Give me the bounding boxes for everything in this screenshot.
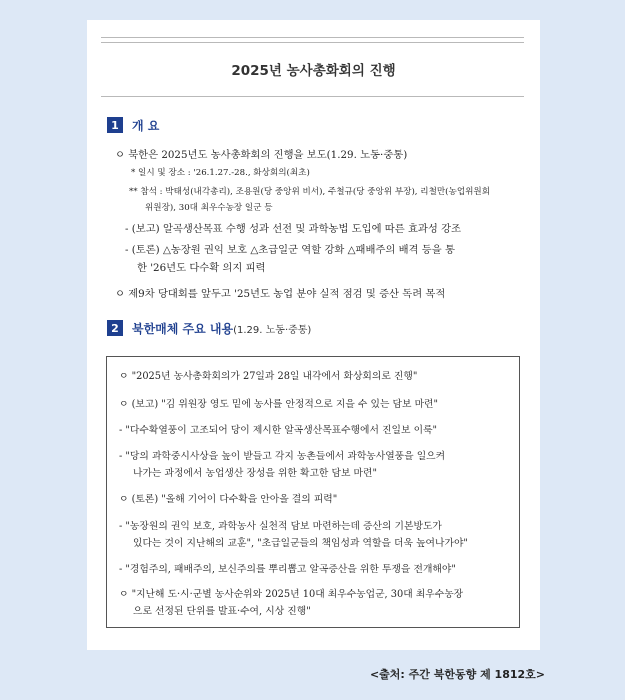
- overview-note-2b: 위원장), 30대 최우수농장 일군 등: [145, 203, 273, 213]
- box-line: 으로 선정된 단위를 발표·수여, 시상 진행": [133, 606, 311, 617]
- overview-item-2: ㅇ 제9차 당대회를 앞두고 '25년도 농업 분야 실적 점검 및 증산 독려 목적: [115, 288, 446, 300]
- box-line: 나가는 과정에서 농업생산 장성을 위한 확고한 담보 마련": [133, 468, 377, 479]
- document-title: 2025년 농사총화회의 진행: [231, 63, 396, 79]
- document-page: [87, 20, 540, 650]
- section-1-number: 1: [107, 117, 123, 133]
- source-citation: <출처: 주간 북한동향 제 1812호>: [369, 668, 545, 681]
- box-line: - "농장원의 권익 보호, 과학농사 실천적 담보 마련하는데 증산의 기본방도가: [119, 521, 442, 532]
- media-content-box: [106, 356, 520, 628]
- box-line: ㅇ "지난해 도·시·군별 농사순위와 2025년 10대 최우수농업군, 30대 최우수농장: [119, 589, 464, 600]
- box-line: ㅇ (토론) "올해 기어이 다수확을 안아올 결의 피력": [119, 494, 338, 505]
- section-2-number: 2: [107, 320, 123, 336]
- overview-note-1: * 일시 및 장소 : '26.1.27.-28., 화상회의(최초): [131, 168, 310, 178]
- section-2-heading: [107, 319, 311, 337]
- section-2-subtitle: (1.29. 노동·중통): [233, 324, 312, 336]
- overview-dash-2b: 한 '26년도 다수확 의지 피력: [137, 262, 266, 274]
- box-line: 있다는 것이 지난해의 교훈", "초급일군들의 책임성과 역할을 더욱 높여나가야": [133, 538, 468, 549]
- box-line: - "경험주의, 패배주의, 보신주의를 뿌리뽑고 알곡증산을 위한 투쟁을 전개해야": [119, 564, 456, 575]
- top-rule-2: [101, 42, 524, 43]
- overview-item-1: ㅇ 북한은 2025년도 농사총화회의 진행을 보도(1.29. 노동·중통): [115, 149, 408, 161]
- title-rule: [101, 96, 524, 97]
- top-rule: [101, 37, 524, 38]
- section-2-title: [132, 320, 311, 337]
- overview-dash-1: - (보고) 알곡생산목표 수행 성과 선전 및 과학농법 도입에 따른 효과성 강조: [125, 223, 461, 235]
- box-line: - "당의 과학중시사상을 높이 받들고 각지 농촌들에서 과학농사열풍을 일으켜: [119, 451, 446, 462]
- section-1-heading: [107, 116, 159, 134]
- box-line: ㅇ "2025년 농사총화회의가 27일과 28일 내각에서 화상회의로 진행": [119, 371, 418, 382]
- box-line: ㅇ (보고) "김 위원장 영도 밑에 농사를 안정적으로 지을 수 있는 담보 마련": [119, 399, 439, 410]
- box-line: - "다수확열풍이 고조되어 당이 제시한 알곡생산목표수행에서 진일보 이룩": [119, 425, 438, 436]
- overview-dash-2a: - (토론) △농장원 권익 보호 △초급일군 역할 강화 △패배주의 배격 등을 통: [125, 244, 455, 256]
- overview-note-2a: ** 참석 : 박태성(내각총리), 조용원(당 중앙위 비서), 주철규(당 중앙위 부장), 리철만(농업위원회: [129, 187, 491, 197]
- section-1-title: 개 요: [132, 118, 160, 133]
- section-2-title-text: 북한매체 주요 내용: [132, 321, 234, 336]
